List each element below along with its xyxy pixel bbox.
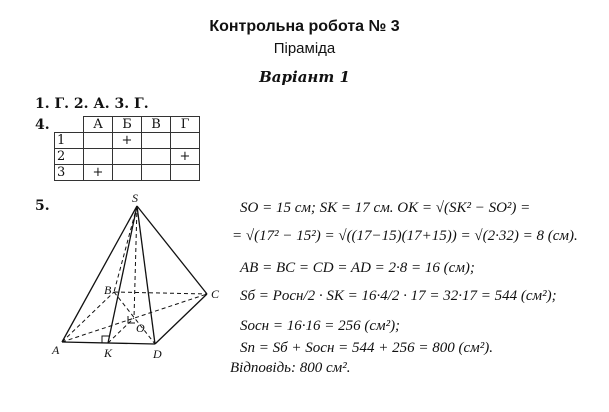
table-cell (142, 165, 171, 181)
page-title: Контрольна робота № 3 (209, 18, 400, 35)
answer-table (54, 116, 200, 181)
table-row (55, 165, 200, 181)
point-label-O: O (136, 321, 145, 335)
row-number: 2 (55, 149, 84, 165)
table-cell (84, 149, 113, 165)
column-header: В (142, 117, 171, 133)
solution-line-2: = √(17² − 15²) = √((17−15)(17+15)) = √(2·32) = 8 (см). (232, 228, 578, 244)
page-subtitle: Піраміда (273, 40, 336, 57)
pyramid-figure (40, 192, 230, 367)
table-row (55, 133, 200, 149)
table-cell (142, 133, 171, 149)
table-cell: + (171, 149, 200, 165)
edge-SA (62, 206, 137, 342)
point-label-C: C (211, 287, 220, 301)
point-label-S: S (132, 192, 138, 205)
column-header: А (84, 117, 113, 133)
point-label-B: B (104, 283, 112, 297)
answer-line: Відповідь: 800 см². (230, 360, 351, 376)
task1-answers: 1. Г. 2. А. 3. Г. (35, 96, 149, 112)
task5-label: 5. (35, 198, 50, 214)
table-cell (171, 165, 200, 181)
table-cell (171, 133, 200, 149)
table-cell (84, 133, 113, 149)
edge-SC (137, 206, 207, 294)
solution-line-3: AB = BC = CD = AD = 2·8 = 16 (см); (240, 260, 475, 276)
edge-DC (155, 294, 207, 344)
solution-line-1: SO = 15 см; SK = 17 см. OK = √(SK² − SO²) = (240, 200, 531, 216)
edge-SB (114, 206, 137, 292)
point-label-K: K (104, 346, 113, 360)
table-cell (113, 165, 142, 181)
solution-line-6: Sп = Sб + Sосн = 544 + 256 = 800 (см²). (240, 340, 493, 356)
column-header: Б (113, 117, 142, 133)
edge-AB (62, 292, 114, 342)
point-label-A: A (52, 343, 60, 357)
height-SO (134, 206, 137, 318)
table-cell (113, 149, 142, 165)
variant-label: Варіант 1 (259, 68, 350, 86)
table-cell: + (113, 133, 142, 149)
table-header-row (55, 117, 200, 133)
solution-line-4: Sб = Pосн/2 · SK = 16·4/2 · 17 = 32·17 = 544 (см²); (240, 288, 557, 304)
row-number: 3 (55, 165, 84, 181)
table-cell: + (84, 165, 113, 181)
point-label-D: D (153, 347, 162, 361)
solution-line-5: Sосн = 16·16 = 256 (см²); (240, 318, 401, 334)
table-row (55, 149, 200, 165)
table-cell (142, 149, 171, 165)
row-number: 1 (55, 133, 84, 149)
task4-label: 4. (35, 117, 50, 133)
column-header: Г (171, 117, 200, 133)
edge-BC (114, 292, 207, 294)
